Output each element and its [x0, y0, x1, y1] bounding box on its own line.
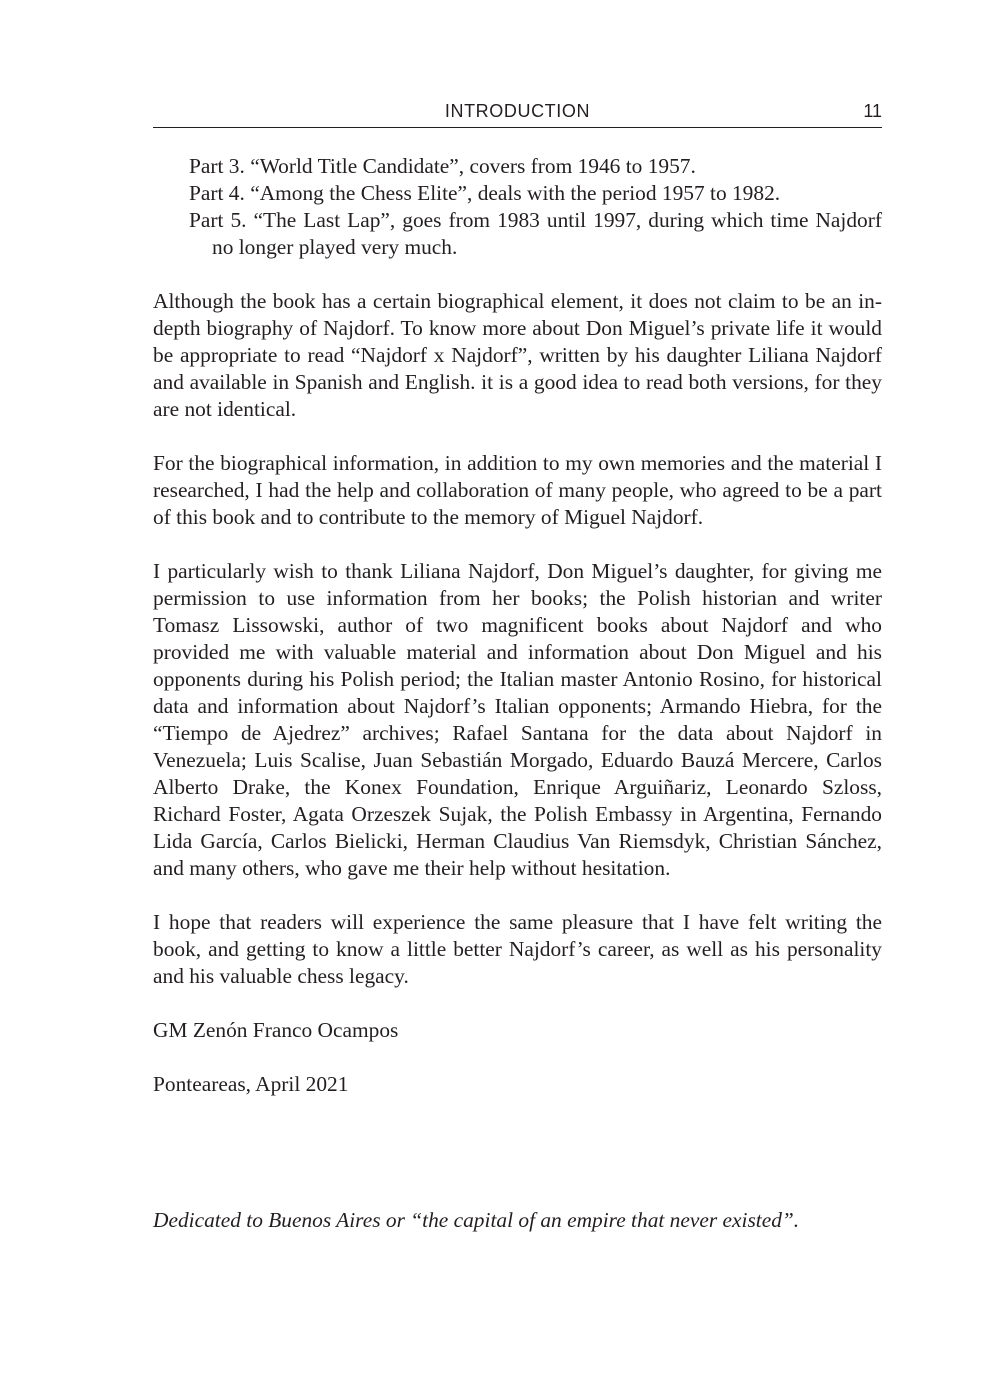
paragraph-acknowledgements: I particularly wish to thank Liliana Najdorf, Don Miguel’s daughter, for giving me permission to use information from her books; the Polish historian and writer Tomasz Lissowski, author of two magnificent books about Najdorf and who provided me with valuable material and information about Don Miguel and his opponents during his Polish period; the Italian master Antonio Rosino, for historical data and information about Najdorf’s Italian opponents; Armando Hiebra, for the “Tiempo de Ajedrez” archives; Rafael Santana for the data about Najdorf in Venezuela; Luis Scalise, Juan Sebastián Morgado, Eduardo Bauzá Mercere, Carlos Alberto Drake, the Konex Foundation, Enrique Arguiñariz, Leonardo Szloss, Richard Foster, Agata Orzeszek Sujak, the Polish Embassy in Argentina, Fernando Lida García, Carlos Bielicki, Herman Claudius Van Riemsdyk, Christian Sánchez, and many others, who gave me their help without hesitation. [153, 559, 882, 880]
paragraph-hope: I hope that readers will experience the same pleasure that I have felt writing the book, and getting to know a little better Najdorf’s career, as well as his personality and his valuable chess legacy. [153, 910, 882, 988]
paragraph-sources: For the biographical information, in addition to my own memories and the material I researched, I had the help and collaboration of many people, who agreed to be a part of this book and to contribute to the memory of Miguel Najdorf. [153, 451, 882, 529]
author-signature: GM Zenón Franco Ocampos [153, 1018, 399, 1042]
body-text [153, 153, 882, 1098]
parts-list [153, 153, 882, 261]
dedication: Dedicated to Buenos Aires or “the capital of an empire that never existed”. [153, 1208, 800, 1232]
running-head [153, 101, 882, 128]
part-item: Part 5. “The Last Lap”, goes from 1983 until 1997, during which time Najdorf no longer played very much. [189, 208, 882, 259]
book-page [153, 0, 882, 1383]
part-item: Part 4. “Among the Chess Elite”, deals with the period 1957 to 1982. [189, 181, 781, 205]
paragraph-biography: Although the book has a certain biographical element, it does not claim to be an in-depth biography of Najdorf. To know more about Don Miguel’s private life it would be appropriate to read “Najdorf x Najdorf”, written by his daughter Liliana Najdorf and available in Spanish and English. it is a good idea to read both versions, for they are not identical. [153, 289, 882, 421]
place-date: Ponteareas, April 2021 [153, 1072, 349, 1096]
part-item: Part 3. “World Title Candidate”, covers from 1946 to 1957. [189, 154, 696, 178]
page-number: 11 [863, 101, 882, 121]
section-title: INTRODUCTION [444, 101, 591, 121]
